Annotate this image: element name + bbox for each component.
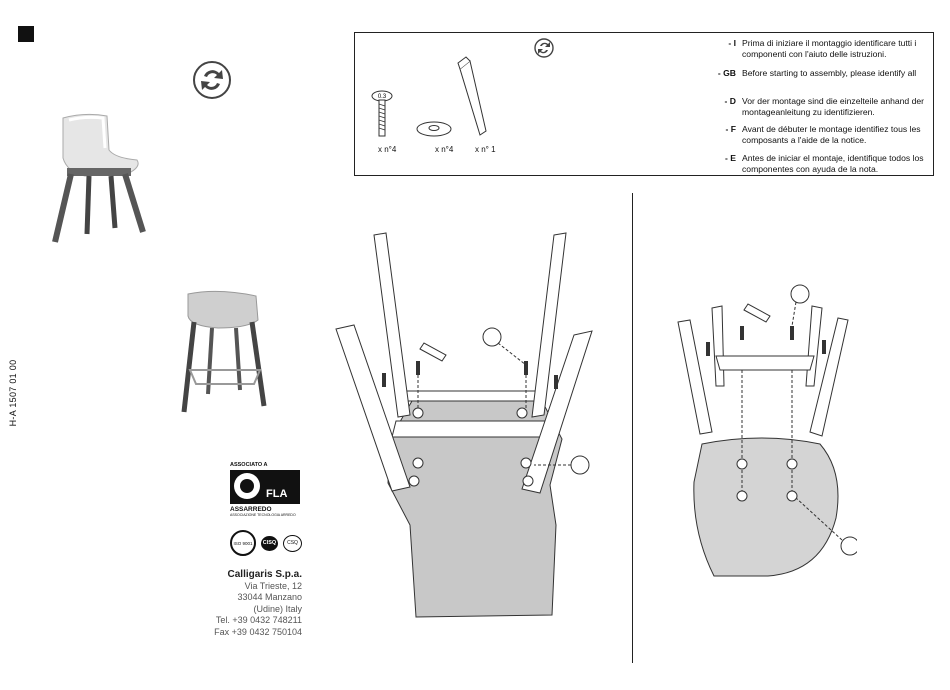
instruction-text-it: Prima di iniziare il montaggio identificare tutti i componenti con l'aiuto delle istruzioni. xyxy=(742,38,917,59)
black-square-marker xyxy=(18,26,34,42)
instruction-text-gb: Before starting to assembly, please identify all xyxy=(742,68,917,78)
company-city: 33044 Manzano xyxy=(237,592,302,602)
stool-assembly-diagram xyxy=(672,282,857,582)
instruction-text-e: Antes de iniciar el montaje, identifique todos los componentes con ayuda de la nota. xyxy=(742,153,924,174)
company-address xyxy=(190,569,302,638)
instruction-d xyxy=(706,96,930,117)
recycle-icon xyxy=(190,58,234,102)
logo-sub: ASSARREDO xyxy=(230,506,272,513)
lang-code-e: - E xyxy=(725,153,736,163)
lang-code-d: - D xyxy=(724,96,736,106)
stool-photo xyxy=(178,286,273,416)
instruction-text-f: Avant de débuter le montage identifiez tous les composants a l'aide de la notice. xyxy=(742,124,921,145)
instruction-text-d: Vor der montage sind die einzelteile anhand der montageanleitung zu identifizieren. xyxy=(742,96,925,117)
instruction-it xyxy=(706,38,930,59)
logo-top-text: ASSOCIATO A xyxy=(230,462,268,468)
instruction-e xyxy=(706,153,930,174)
lang-code-gb: - GB xyxy=(717,68,736,78)
washer-icon xyxy=(414,118,454,140)
instruction-f xyxy=(706,124,930,145)
recycle-icon-small xyxy=(532,36,556,60)
document-code: H-A 1507 01 00 xyxy=(8,359,18,427)
step-divider xyxy=(632,193,633,663)
chair-assembly-diagram xyxy=(330,225,630,625)
cert-badge-csq: CSQ xyxy=(283,535,302,552)
company-name: Calligaris S.p.a. xyxy=(227,569,302,580)
key-quantity: x n° 1 xyxy=(475,145,496,154)
cert-badge-iso: ISO 9001 xyxy=(230,530,256,556)
lang-code-f: - F xyxy=(725,124,736,134)
company-tel: Tel. +39 0432 748211 xyxy=(215,615,302,625)
svg-text:0.3: 0.3 xyxy=(377,94,387,100)
logo-sub2: ASSOCIAZIONE TECNOLOGIA ARREDO xyxy=(230,513,296,517)
cert-badge-cisq: CISQ xyxy=(261,536,278,551)
screw-quantity: x n°4 xyxy=(378,145,397,154)
fla-logo xyxy=(230,462,300,520)
logo-brand: FLA xyxy=(266,488,288,500)
chair-photo xyxy=(45,110,155,245)
screw-icon xyxy=(370,88,394,140)
lang-code-it: - I xyxy=(728,38,736,48)
instruction-gb xyxy=(706,68,930,79)
company-street: Via Trieste, 12 xyxy=(244,580,302,591)
certification-badges xyxy=(230,530,302,556)
company-fax: Fax +39 0432 750104 xyxy=(214,626,302,637)
washer-quantity: x n°4 xyxy=(435,145,454,154)
company-region: (Udine) Italy xyxy=(253,603,302,614)
allen-key-icon xyxy=(456,55,496,139)
